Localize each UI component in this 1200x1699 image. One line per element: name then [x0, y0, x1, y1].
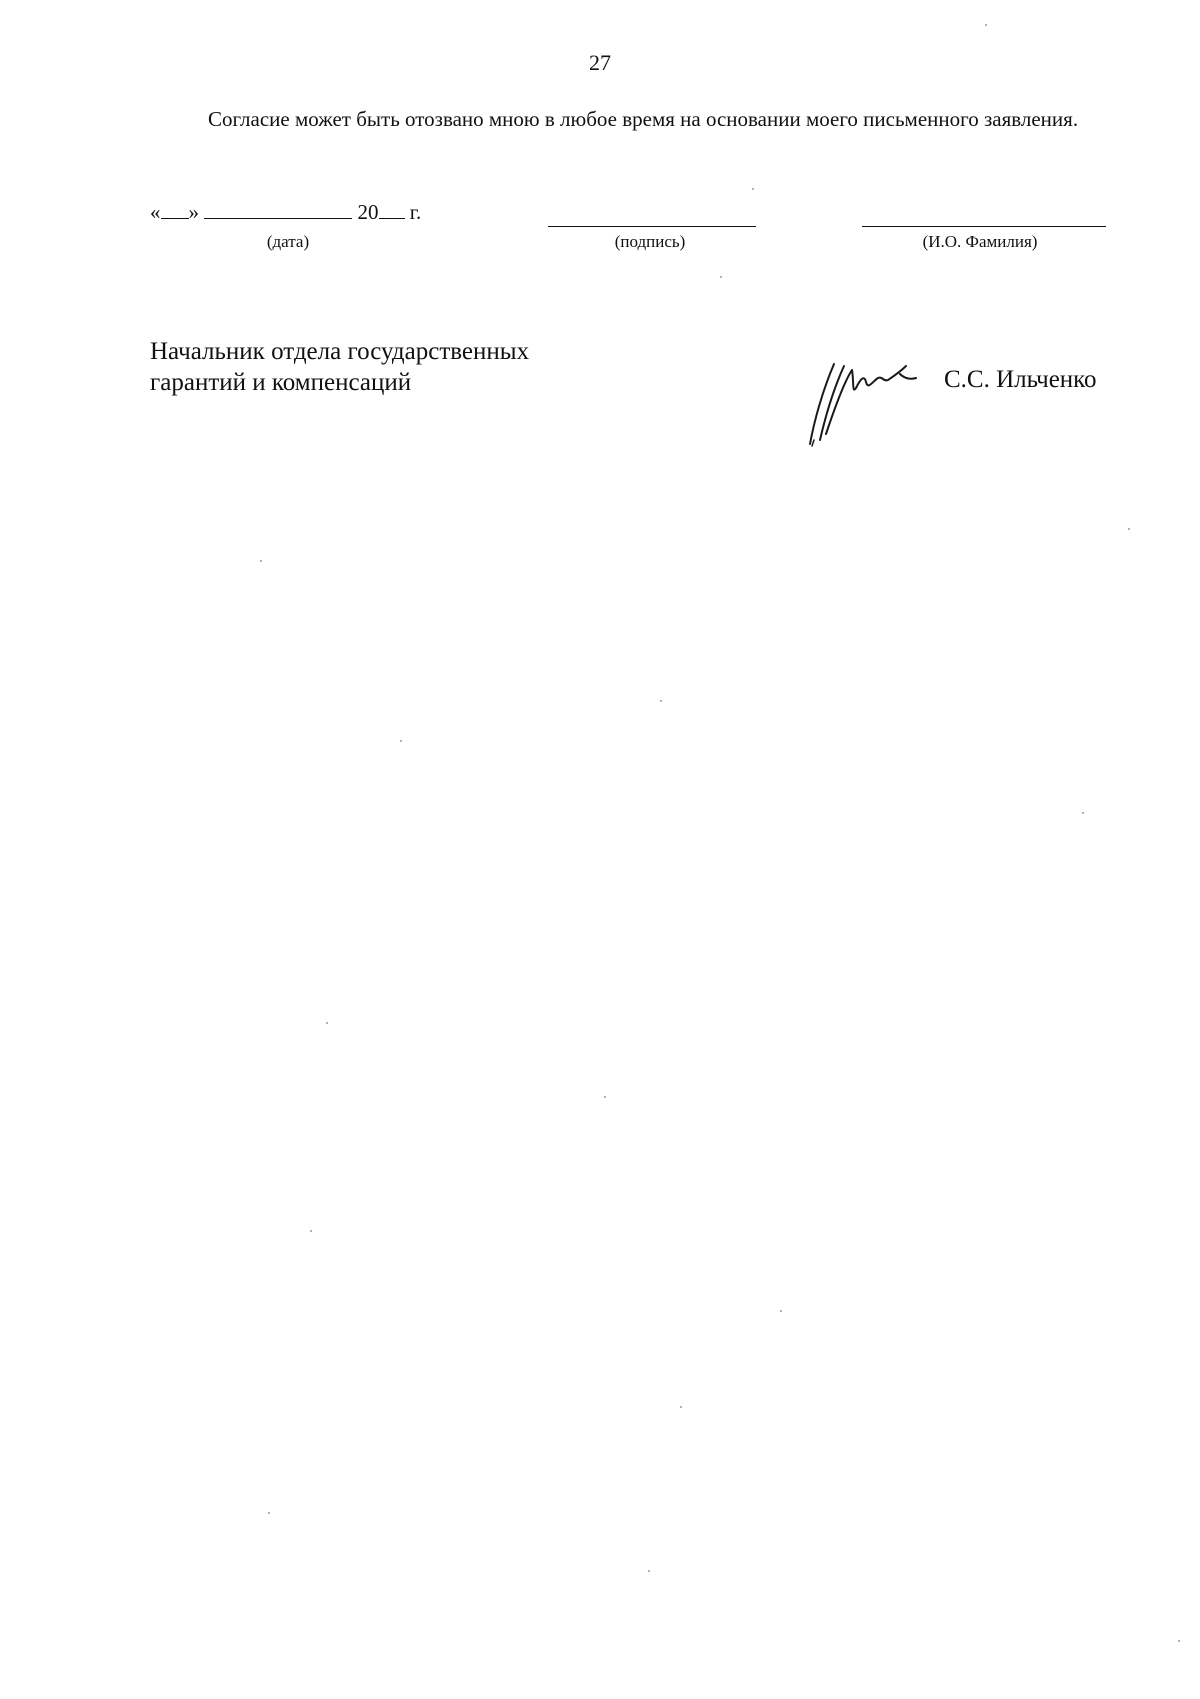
page-number: 27: [589, 50, 611, 75]
close-quote: »: [188, 200, 199, 224]
scan-speck: [985, 24, 987, 26]
scan-speck: [1128, 528, 1130, 530]
scan-speck: [1082, 812, 1084, 814]
year-prefix: 20: [357, 200, 379, 224]
scan-speck: [268, 1512, 270, 1514]
signature-line: [548, 226, 756, 227]
scan-speck: [648, 1570, 650, 1572]
year-blank: [379, 200, 405, 219]
scan-speck: [752, 188, 754, 190]
scan-speck: [680, 1406, 682, 1408]
official-position: [150, 336, 529, 398]
date-line: [150, 200, 421, 225]
scan-speck: [660, 700, 662, 702]
scan-speck: [400, 740, 402, 742]
year-suffix: г.: [409, 200, 422, 224]
scan-speck: [720, 276, 722, 278]
day-blank: [161, 200, 189, 219]
date-caption: (дата): [266, 232, 310, 251]
open-quote: «: [150, 200, 161, 224]
scan-speck: [326, 1022, 328, 1024]
scan-speck: [604, 1096, 606, 1098]
position-line-1: Начальник отдела государственных: [150, 338, 530, 365]
official-name: С.С. Ильченко: [944, 366, 1097, 393]
name-caption: (И.О. Фамилия): [922, 232, 1038, 251]
consent-paragraph: Согласие может быть отозвано мною в любое время на основании моего письменного заявления.: [208, 107, 1079, 131]
signature-caption: (подпись): [614, 232, 686, 251]
scan-speck: [260, 560, 262, 562]
position-line-2: гарантий и компенсаций: [150, 369, 412, 396]
scan-speck: [780, 1310, 782, 1312]
name-line: [862, 226, 1106, 227]
scan-speck: [310, 1230, 312, 1232]
scan-speck: [1178, 1640, 1180, 1642]
month-blank: [204, 200, 352, 219]
handwritten-signature: [800, 352, 930, 452]
